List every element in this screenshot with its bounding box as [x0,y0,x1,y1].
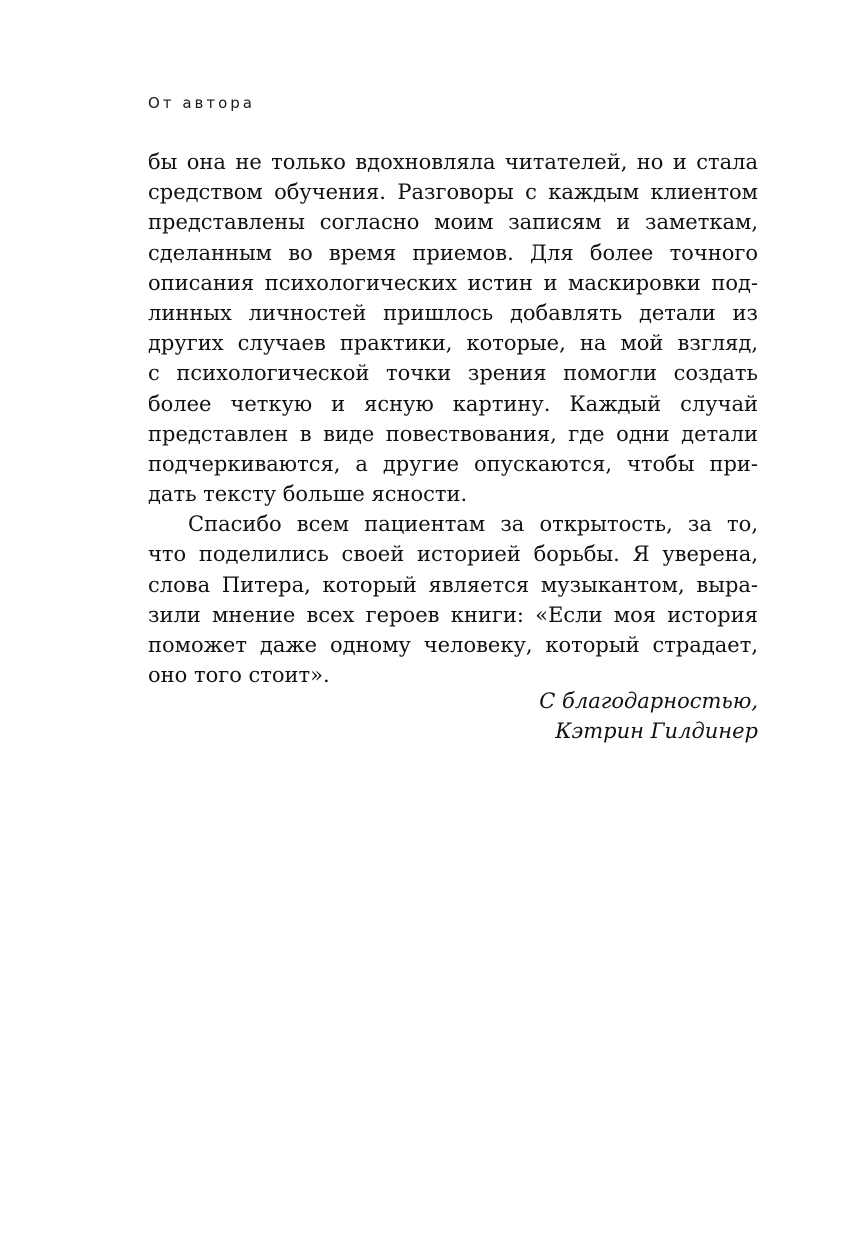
text-line: сделанным во время приемов. Для более точного [148,240,758,265]
text-line: описания психологических истин и маскировки под- [148,270,758,295]
text-line: других случаев практики, которые, на мой взгляд, [148,331,758,356]
text-line: слова Питера, который является музыкантом, выра- [148,572,758,597]
text-line: Спасибо всем пациентам за открытость, за то, [188,512,758,537]
signature-closing: С благодарностью, [539,689,758,713]
text-line: более четкую и ясную картину. Каждый случай [148,391,758,416]
text-line: подчеркиваются, а другие опускаются, чтобы при- [148,451,758,476]
text-line: что поделились своей историей борьбы. Я уверена, [148,542,758,567]
text-line: линных личностей пришлось добавлять детали из [148,300,758,325]
text-line: с психологической точки зрения помогли создать [148,361,758,386]
text-line: оно того стоит». [148,663,330,688]
text-line: бы она не только вдохновляла читателей, но и стала [148,150,758,174]
text-line: представлен в виде повествования, где одни детали [148,421,758,446]
text-line: зили мнение всех героев книги: «Если моя история [148,602,758,627]
text-line: представлены согласно моим записям и заметкам, [148,210,758,235]
signature-block [148,686,758,746]
running-head: От автора [148,94,255,112]
body-text [148,147,758,690]
text-line: средством обучения. Разговоры с каждым клиентом [148,180,758,205]
signature-author: Кэтрин Гилдинер [555,719,758,744]
text-line: дать тексту больше ясности. [148,482,468,507]
text-line: поможет даже одному человеку, который страдает, [148,633,758,657]
